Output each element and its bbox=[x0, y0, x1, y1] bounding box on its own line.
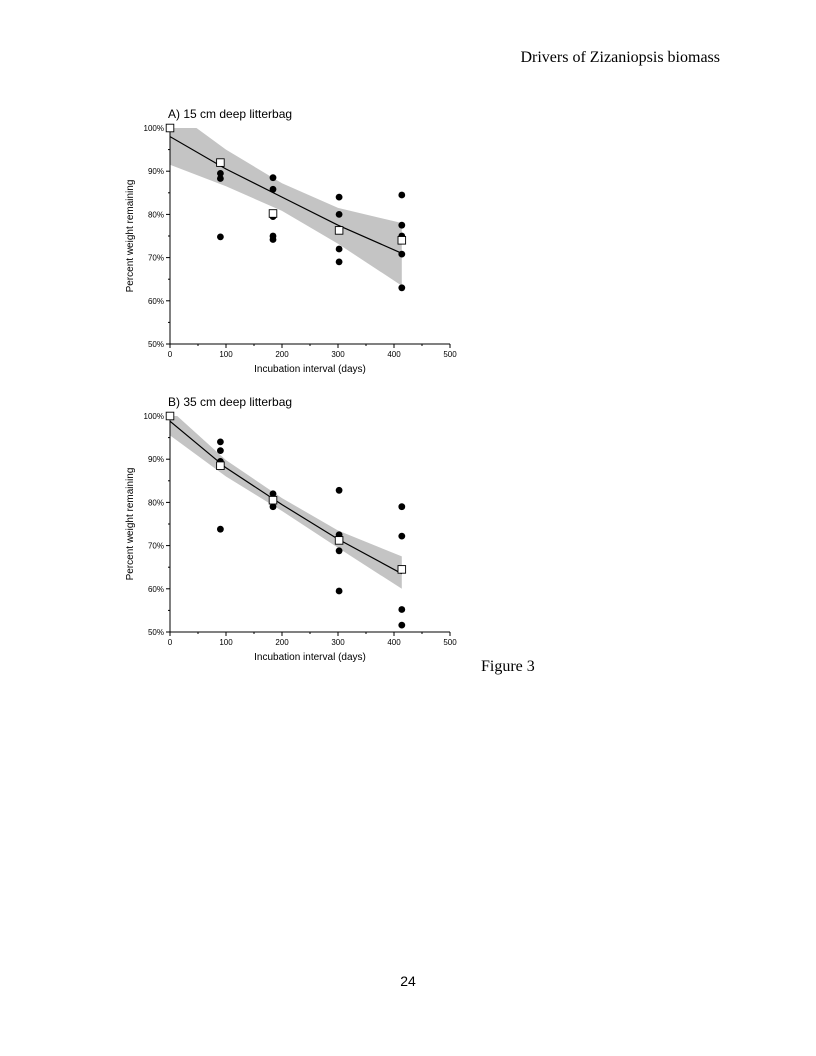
panel-a-y-tick-label: 100% bbox=[143, 124, 164, 133]
panel-b-mean-marker bbox=[166, 412, 174, 420]
panel-b-data-point bbox=[398, 622, 405, 629]
panel-b-mean-marker bbox=[217, 462, 225, 470]
figure-label: Figure 3 bbox=[481, 658, 535, 675]
panel-b-data-point bbox=[336, 547, 343, 554]
panel-b bbox=[125, 395, 457, 663]
panel-b-y-tick-label: 90% bbox=[147, 455, 164, 465]
running-header: Drivers of Zizaniopsis biomass bbox=[520, 49, 720, 66]
panel-a-x-label: Incubation interval (days) bbox=[254, 364, 366, 375]
panel-a-data-point bbox=[270, 236, 277, 243]
panel-a-x-tick-label: 400 bbox=[387, 350, 401, 359]
panel-b-title: B) 35 cm deep litterbag bbox=[168, 395, 293, 409]
panel-b-y-tick-label: 80% bbox=[147, 498, 164, 508]
panel-b-y-tick-label: 70% bbox=[147, 541, 164, 551]
panel-a-y-tick-label: 70% bbox=[147, 253, 164, 263]
panel-b-data-point bbox=[336, 487, 343, 494]
panel-a bbox=[125, 107, 457, 375]
panel-a-mean-marker bbox=[166, 124, 174, 132]
panel-a-y-label: Percent weight remaining bbox=[125, 179, 136, 293]
page-number: 24 bbox=[400, 973, 416, 989]
figure-svg bbox=[120, 100, 480, 675]
panel-a-data-point bbox=[398, 284, 405, 291]
panel-b-mean-marker bbox=[335, 537, 343, 545]
panel-b-data-point bbox=[217, 526, 224, 533]
panel-b-mean-marker bbox=[398, 566, 406, 574]
panel-a-mean-marker bbox=[398, 237, 406, 245]
panel-b-x-tick-label: 200 bbox=[275, 638, 289, 647]
panel-b-data-point bbox=[398, 606, 405, 613]
panel-a-data-point bbox=[336, 194, 343, 201]
panel-a-x-tick-label: 0 bbox=[167, 350, 173, 359]
panel-a-confidence-band bbox=[170, 109, 402, 286]
panel-b-data-point bbox=[217, 439, 224, 446]
panel-a-data-point bbox=[217, 234, 224, 241]
panel-a-y-tick-label: 60% bbox=[147, 296, 164, 306]
panel-b-y-tick-label: 50% bbox=[147, 628, 164, 637]
panel-a-data-point bbox=[270, 174, 277, 181]
panel-b-data-point bbox=[217, 447, 224, 454]
panel-a-y-tick-label: 90% bbox=[147, 167, 164, 177]
panel-a-title: A) 15 cm deep litterbag bbox=[168, 107, 293, 121]
panel-a-x-tick-label: 500 bbox=[443, 350, 457, 359]
panel-a-data-point bbox=[398, 251, 405, 258]
panel-b-confidence-band bbox=[170, 410, 402, 589]
panel-a-data-point bbox=[336, 246, 343, 253]
panel-a-data-point bbox=[217, 175, 224, 182]
panel-a-data-point bbox=[398, 192, 405, 199]
panel-b-data-point bbox=[336, 588, 343, 595]
panel-b-x-tick-label: 500 bbox=[443, 638, 457, 647]
panel-b-x-tick-label: 400 bbox=[387, 638, 401, 647]
panel-a-mean-marker bbox=[269, 210, 277, 218]
panel-b-x-tick-label: 0 bbox=[167, 638, 173, 647]
panel-b-data-point bbox=[398, 503, 405, 510]
panel-b-data-point bbox=[398, 533, 405, 540]
panel-b-x-tick-label: 100 bbox=[219, 638, 233, 647]
panel-a-data-point bbox=[398, 222, 405, 229]
panel-a-x-tick-label: 100 bbox=[219, 350, 233, 359]
panel-a-data-point bbox=[336, 259, 343, 266]
panel-b-y-tick-label: 60% bbox=[147, 584, 164, 594]
panel-b-mean-marker bbox=[269, 496, 277, 504]
figure-3 bbox=[120, 100, 480, 675]
panel-a-y-tick-label: 50% bbox=[147, 340, 164, 349]
panel-b-x-tick-label: 300 bbox=[331, 638, 345, 647]
panel-a-x-tick-label: 300 bbox=[331, 350, 345, 359]
panel-a-data-point bbox=[270, 186, 277, 193]
panel-a-y-tick-label: 80% bbox=[147, 210, 164, 220]
panel-a-x-tick-label: 200 bbox=[275, 350, 289, 359]
panel-a-data-point bbox=[336, 211, 343, 218]
panel-b-y-tick-label: 100% bbox=[143, 412, 164, 421]
panel-b-x-label: Incubation interval (days) bbox=[254, 652, 366, 663]
panel-a-mean-marker bbox=[217, 159, 225, 167]
panel-a-mean-marker bbox=[335, 227, 343, 235]
panel-b-y-label: Percent weight remaining bbox=[125, 467, 136, 581]
